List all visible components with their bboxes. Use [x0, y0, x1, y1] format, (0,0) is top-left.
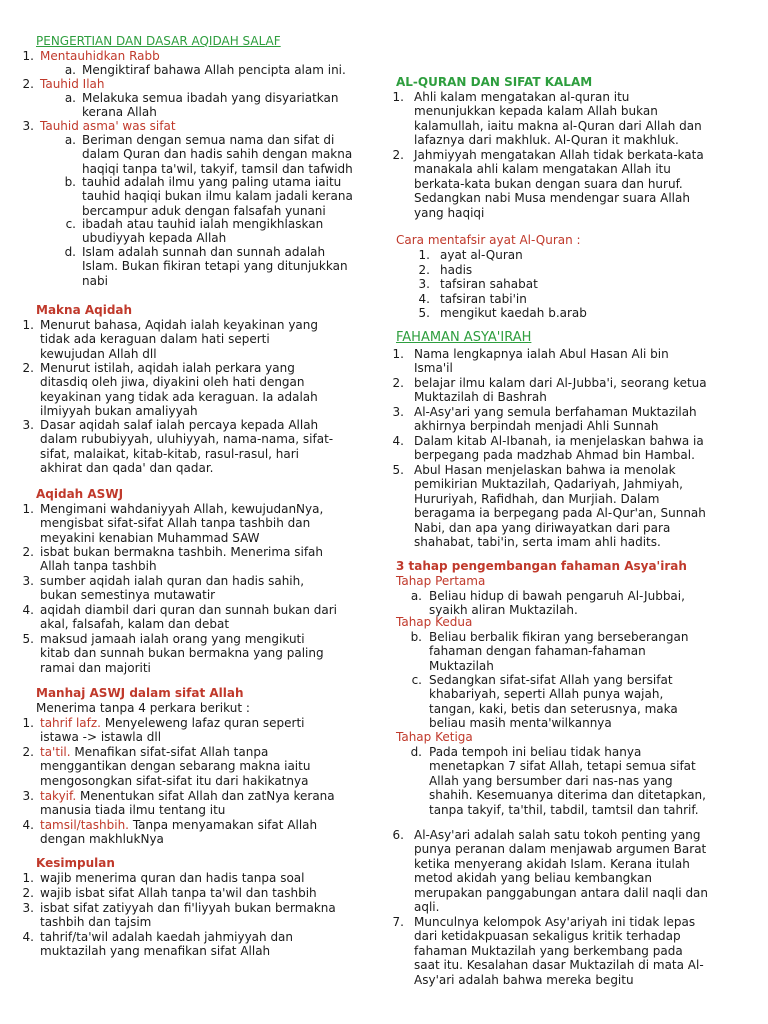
list-text: ditasdiq oleh jiwa, diyakini oleh hati dengan [40, 375, 305, 390]
list-text: maksud jamaah ialah orang yang mengikuti [40, 632, 305, 646]
list-text: fahaman Muktazilah yang berkembang pada [414, 943, 683, 958]
list-number: 4. [22, 818, 34, 832]
list-number: 1. [22, 49, 34, 63]
manhaj-aswj-heading: Manhaj ASWJ dalam sifat Allah [36, 686, 244, 700]
tafsir-list [410, 248, 750, 321]
list-text: mengikut kaedah b.arab [440, 306, 587, 320]
makna-aqidah-list [14, 318, 374, 476]
list-item [384, 463, 760, 550]
list-text: ayat al-Quran [440, 248, 523, 262]
asyairah-heading: FAHAMAN ASYA'IRAH [396, 330, 532, 345]
tauhid-ilah-label: Tauhid Ilah [40, 77, 105, 91]
list-number: 4. [22, 930, 34, 944]
list-item [384, 589, 760, 618]
list-text: menggantikan dengan sebarang makna iaitu [40, 759, 311, 774]
list-text: Menyeleweng lafaz quran seperti [101, 716, 305, 730]
list-text: Tanpa menyamakan sifat Allah [129, 818, 318, 832]
list-item [14, 789, 374, 818]
list-text: Melakuka semua ibadah yang disyariatkan [82, 91, 339, 105]
list-item [14, 91, 374, 119]
list-number: 1. [22, 716, 34, 730]
list-text: Allah tanpa tashbih [40, 559, 157, 574]
list-text: Menentukan sifat Allah dan zatNya kerana [76, 789, 335, 803]
list-text: Pada tempoh ini beliau tidak hanya [429, 745, 642, 759]
list-number: 6. [392, 828, 404, 842]
list-item [14, 63, 374, 77]
list-item [14, 545, 374, 574]
list-number: 2. [392, 148, 404, 162]
list-text: Muktazilah [429, 658, 494, 673]
kesimpulan-list [14, 871, 374, 959]
list-text: Asy'ari adalah bahwa mereka begitu [414, 972, 634, 987]
list-number: 2. [392, 376, 404, 390]
tahap-kedua-label: Tahap Kedua [396, 615, 473, 629]
list-text: Al-Asy'ari yang semula berfahaman Muktazilah [414, 405, 697, 419]
list-item [14, 49, 374, 63]
list-number: 4. [22, 603, 34, 617]
list-text: Sedangkan nabi Musa mendengar suara Allah [414, 191, 690, 206]
list-item [410, 248, 750, 263]
list-text: tashbih dan tajsim [40, 915, 152, 930]
list-text: isbat bukan bermakna tashbih. Menerima sifah [40, 545, 324, 559]
tauhid-rububiyyah-label: Mentauhidkan Rabb [40, 49, 160, 63]
list-letter: d. [64, 245, 76, 259]
list-text: Mengiktiraf bahawa Allah pencipta alam ini. [82, 63, 346, 77]
list-text: tanpa takyif, ta'thil, tabdil, tamtsil dan tahrif. [429, 802, 699, 817]
list-item [14, 133, 374, 175]
list-text: muktazilah yang menafikan sifat Allah [40, 944, 271, 959]
list-item [14, 930, 374, 959]
list-number: 3. [22, 574, 34, 588]
list-letter: b. [410, 630, 422, 644]
list-text: wajib menerima quran dan hadis tanpa soal [40, 871, 305, 885]
list-item [14, 245, 374, 287]
list-number: 2. [22, 77, 34, 91]
list-item [410, 306, 750, 321]
list-item [384, 347, 760, 376]
list-item [384, 405, 760, 434]
list-text: menunjukkan kepada kalam Allah bukan [414, 104, 658, 119]
list-letter: a. [410, 589, 422, 603]
list-number: 3. [392, 405, 404, 419]
list-text: Jahmiyyah mengatakan Allah tidak berkata-kata [414, 148, 704, 162]
tafsir-heading: Cara mentafsir ayat Al-Quran : [396, 233, 581, 247]
list-text: manusia tiada ilmu tentang itu [40, 803, 226, 818]
list-item [14, 818, 374, 847]
list-text: Munculnya kelompok Asy'ariyah ini tidak lepas [414, 915, 696, 929]
list-text: tauhid haqiqi bukan ilmu kalam jadali kerana [82, 189, 353, 204]
list-number: 5. [392, 463, 404, 477]
list-item [410, 263, 750, 278]
list-text: aqidah diambil dari quran dan sunnah bukan dari [40, 603, 337, 617]
list-item [14, 716, 374, 745]
list-item [14, 745, 374, 789]
list-text: isbat sifat zatiyyah dan fi'liyyah bukan bermakna [40, 901, 336, 915]
closing-list [384, 828, 764, 987]
list-text: Mengimani wahdaniyyah Allah, kewujudanNya, [40, 502, 324, 516]
list-text: aqli. [414, 900, 440, 915]
list-text: merupakan panggabungan antara dalil naqli dan [414, 885, 709, 900]
list-text: Beriman dengan semua nama dan sifat di [82, 133, 335, 147]
aqidah-aswj-heading: Aqidah ASWJ [36, 487, 124, 501]
list-text: sifat, malaikat, kitab-kitab, rasul-rasul, hari [40, 446, 300, 461]
list-number: 1. [22, 502, 34, 516]
list-text: ramai dan majoriti [40, 660, 151, 675]
list-text: shahih. Kesemuanya diterima dan ditetapkan, [429, 788, 706, 803]
list-number: 5. [418, 306, 430, 320]
list-text: khabariyah, seperti Allah punya wajah, [429, 687, 664, 702]
list-number: 2. [22, 361, 34, 375]
list-item [14, 871, 374, 886]
list-text: Dasar aqidah salaf ialah percaya kepada Allah [40, 418, 319, 432]
list-number: 2. [22, 745, 34, 759]
list-text: wajib isbat sifat Allah tanpa ta'wil dan tashbih [40, 886, 317, 900]
list-letter: d. [410, 745, 422, 759]
list-text: dari ketidakpuasan sekaligus kritik terhadap [414, 929, 681, 944]
list-item [384, 148, 760, 220]
list-text: tangan, kaki, betis dan seterusnya, maka [429, 701, 678, 716]
list-text: Menurut istilah, aqidah ialah perkara yang [40, 361, 295, 375]
list-text: Nama lengkapnya ialah Abul Hasan Ali bin [414, 347, 669, 361]
list-text: syaikh aliran Muktazilah. [429, 603, 578, 618]
list-item [14, 901, 374, 930]
list-item [410, 277, 750, 292]
manhaj-term: tahrif lafz. [40, 716, 101, 730]
list-text: bukan semestinya mutawatir [40, 588, 216, 603]
list-text: berkata-kata bukan dengan suara dan huruf. [414, 176, 683, 191]
list-text: tafsiran tabi'in [440, 291, 527, 306]
asyairah-list [384, 347, 760, 550]
list-number: 3. [22, 119, 34, 133]
list-item [384, 90, 760, 148]
tahap-heading: 3 tahap pengembangan fahaman Asya'irah [396, 559, 687, 573]
list-item [384, 630, 760, 674]
manhaj-list [14, 716, 374, 847]
list-text: Beliau hidup di bawah pengaruh Al-Jubbai, [429, 589, 685, 603]
list-text: berpegang pada madzhab Ahmad bin Hambal. [414, 448, 695, 463]
tahap-pertama-label: Tahap Pertama [396, 574, 486, 588]
list-number: 2. [22, 886, 34, 900]
list-number: 2. [22, 545, 34, 559]
list-text: dengan makhlukNya [40, 832, 164, 847]
list-number: 2. [418, 262, 430, 277]
list-number: 3. [418, 277, 430, 291]
list-item [14, 502, 374, 545]
list-text: ilmiyyah bukan amaliyyah [40, 404, 198, 419]
list-text: Abul Hasan menjelaskan bahwa ia menolak [414, 463, 676, 477]
list-item [14, 217, 374, 245]
list-text: kerana Allah [82, 105, 157, 120]
list-text: tauhid adalah ilmu yang paling utama iaitu [82, 175, 342, 189]
list-letter: c. [411, 673, 422, 687]
list-number: 7. [392, 915, 404, 929]
list-text: istawa -> istawla dll [40, 730, 162, 745]
list-text: akhirnya berpindah menjadi Ahli Sunnah [414, 419, 659, 434]
list-letter: a. [64, 133, 76, 147]
list-text: ketika menyerang akidah Islam. Kerana itulah [414, 856, 690, 871]
list-item [14, 886, 374, 901]
list-text: Beliau berbalik fikiran yang berseberangan [429, 630, 689, 644]
list-text: kewujudan Allah dll [40, 346, 157, 361]
list-text: kitab dan sunnah bukan bermakna yang paling [40, 646, 324, 661]
list-text: metod akidah yang beliau kembangkan [414, 871, 652, 886]
list-text: yang haqiqi [414, 205, 485, 220]
list-text: punya peranan dalam menjawab argumen Barat [414, 842, 707, 857]
list-text: nabi [82, 273, 108, 288]
page-title: PENGERTIAN DAN DASAR AQIDAH SALAF [36, 34, 281, 48]
tahap-ketiga-label: Tahap Ketiga [396, 730, 473, 744]
list-text: Hururiyah, Rafidhah, dan Murjiah. Dalam [414, 491, 660, 506]
list-item [410, 292, 750, 307]
list-text: meyakini kenabian Muhammad SAW [40, 530, 260, 545]
list-number: 1. [392, 90, 404, 104]
list-item [14, 418, 374, 476]
list-text: beliau masih menta'wilkannya [429, 716, 612, 731]
list-text: beragama ia berpegang pada Al-Qur'an, Sunnah [414, 506, 706, 521]
list-text: ibadah atau tauhid ialah mengikhlaskan [82, 217, 324, 231]
list-text: Ahli kalam mengatakan al-quran itu [414, 90, 630, 104]
al-quran-list [384, 90, 760, 220]
list-text: sumber aqidah ialah quran dan hadis sahih, [40, 574, 305, 588]
manhaj-intro: Menerima tanpa 4 perkara berikut : [36, 701, 250, 715]
list-item [384, 745, 764, 817]
list-number: 3. [22, 789, 34, 803]
list-number: 4. [418, 291, 430, 306]
list-item [14, 119, 374, 133]
list-text: Allah yang bersumber dari nas-nas yang [429, 773, 673, 788]
list-text: shahabat, tabi'in, serta imam ahli hadits. [414, 535, 661, 550]
list-text: kalamullah, iaitu makna al-Quran dari Allah dan [414, 118, 702, 133]
manhaj-term: takyif. [40, 789, 77, 803]
list-text: Menafikan sifat-sifat Allah tanpa [70, 745, 269, 759]
list-text: Menurut bahasa, Aqidah ialah keyakinan yang [40, 318, 319, 332]
list-number: 1. [418, 248, 430, 262]
list-text: mengosongkan sifat-sifat itu dari hakikatnya [40, 773, 309, 788]
list-item [384, 376, 760, 405]
list-text: lafaznya dari makhluk. Al-Quran it makhluk. [414, 133, 679, 148]
makna-aqidah-heading: Makna Aqidah [36, 303, 133, 317]
list-item [384, 828, 764, 915]
tauhid-section [14, 49, 374, 287]
list-text: pemikirian Muktazilah, Qadariyah, Jahmiyah, [414, 477, 683, 492]
list-number: 3. [22, 418, 34, 432]
list-item [14, 603, 374, 632]
list-text: bercampur aduk dengan falsafah yunani [82, 203, 326, 218]
list-text: Isma'il [414, 361, 453, 376]
list-item [14, 574, 374, 603]
list-text: manakala ahli kalam mengatakan Allah itu [414, 162, 671, 177]
list-text: haqiqi tanpa ta'wil, takyif, tamsil dan tafwidh [82, 161, 353, 176]
list-text: Dalam kitab Al-Ibanah, ia menjelaskan bahwa ia [414, 434, 704, 448]
list-letter: c. [65, 217, 76, 231]
kesimpulan-heading: Kesimpulan [36, 856, 115, 870]
list-text: keyakinan yang tidak ada keraguan. Ia adalah [40, 389, 318, 404]
list-text: Al-Asy'ari adalah salah satu tokoh penting yang [414, 828, 701, 842]
list-letter: b. [64, 175, 76, 189]
al-quran-heading: AL-QURAN DAN SIFAT KALAM [396, 75, 593, 89]
list-text: dalam rububiyyah, uluhiyyah, nama-nama, sifat- [40, 432, 334, 447]
list-text: saat itu. Kesalahan dasar Muktazilah di mata Al- [414, 958, 704, 973]
list-number: 1. [22, 871, 34, 885]
list-item [14, 175, 374, 217]
list-number: 1. [22, 318, 34, 332]
list-number: 3. [22, 901, 34, 915]
list-text: mengisbat sifat-sifat Allah tanpa tashbih dan [40, 516, 311, 531]
list-text: ubudiyyah kepada Allah [82, 231, 227, 246]
list-text: menetapkan 7 sifat Allah, tetapi semua sifat [429, 759, 696, 774]
manhaj-term: ta'til. [40, 745, 71, 759]
list-text: tafsiran sahabat [440, 277, 538, 291]
list-item [384, 434, 760, 463]
list-item [14, 318, 374, 361]
list-number: 5. [22, 632, 34, 646]
list-text: akhirat dan qada' dan qadar. [40, 461, 214, 476]
list-item [384, 915, 764, 987]
list-text: Islam. Bukan fikiran tetapi yang ditunjukkan [82, 259, 348, 274]
list-text: tidak ada keraguan dalam hati seperti [40, 332, 270, 347]
list-text: belajar ilmu kalam dari Al-Jubba'i, seorang ketua [414, 376, 707, 390]
aqidah-aswj-list [14, 502, 374, 676]
list-text: tahrif/ta'wil adalah kaedah jahmiyyah dan [40, 930, 294, 944]
list-letter: a. [64, 91, 76, 105]
tauhid-asma-label: Tauhid asma' was sifat [40, 119, 176, 133]
list-item [14, 361, 374, 418]
list-item [14, 77, 374, 91]
manhaj-term: tamsil/tashbih. [40, 818, 129, 832]
list-item [384, 673, 760, 731]
list-text: Islam adalah sunnah dan sunnah adalah [82, 245, 326, 259]
list-text: dalam Quran dan hadis sahih dengan makna [82, 147, 353, 162]
list-text: Sedangkan sifat-sifat Allah yang bersifat [429, 673, 673, 687]
list-text: fahaman dengan fahaman-fahaman [429, 644, 646, 659]
list-text: Nabi, dan apa yang diriwayatkan dari para [414, 520, 671, 535]
list-letter: a. [64, 63, 76, 77]
list-text: akal, falsafah, kalam dan debat [40, 617, 230, 632]
list-number: 1. [392, 347, 404, 361]
list-text: Muktazilah di Bashrah [414, 390, 547, 405]
list-number: 4. [392, 434, 404, 448]
list-item [14, 632, 374, 676]
list-text: hadis [440, 262, 473, 277]
